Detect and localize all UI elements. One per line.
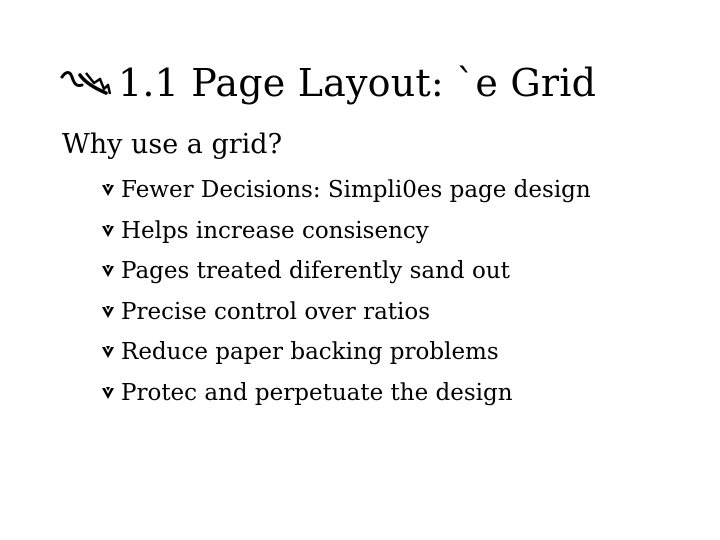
bullet-text: Fewer Decisions: Simpli0es page design [121, 177, 591, 204]
diamond-bullet-icon [100, 264, 116, 278]
bullet-text: Reduce paper backing problems [121, 339, 499, 366]
list-item [100, 373, 591, 414]
diamond-bullet-icon [100, 183, 116, 197]
wing-dingbat-icon [60, 67, 112, 99]
list-item [100, 292, 591, 333]
diamond-bullet-icon [100, 345, 116, 359]
diamond-bullet-icon [100, 224, 116, 238]
bullet-text: Protec and perpetuate the design [121, 379, 513, 406]
slide-title-text: 1.1 Page Layout: `e Grid [118, 61, 597, 105]
list-item [100, 170, 591, 211]
list-item [100, 211, 591, 252]
slide-title [60, 58, 596, 108]
bullet-text: Pages treated diferently sand out [121, 258, 510, 285]
list-item [100, 332, 591, 373]
bullet-text: Helps increase consisency [121, 217, 429, 244]
diamond-bullet-icon [100, 305, 116, 319]
list-item [100, 251, 591, 292]
diamond-bullet-icon [100, 386, 116, 400]
slide-subtitle: Why use a grid? [62, 129, 283, 160]
bullet-text: Precise control over ratios [121, 298, 431, 325]
bullet-list [100, 170, 591, 413]
